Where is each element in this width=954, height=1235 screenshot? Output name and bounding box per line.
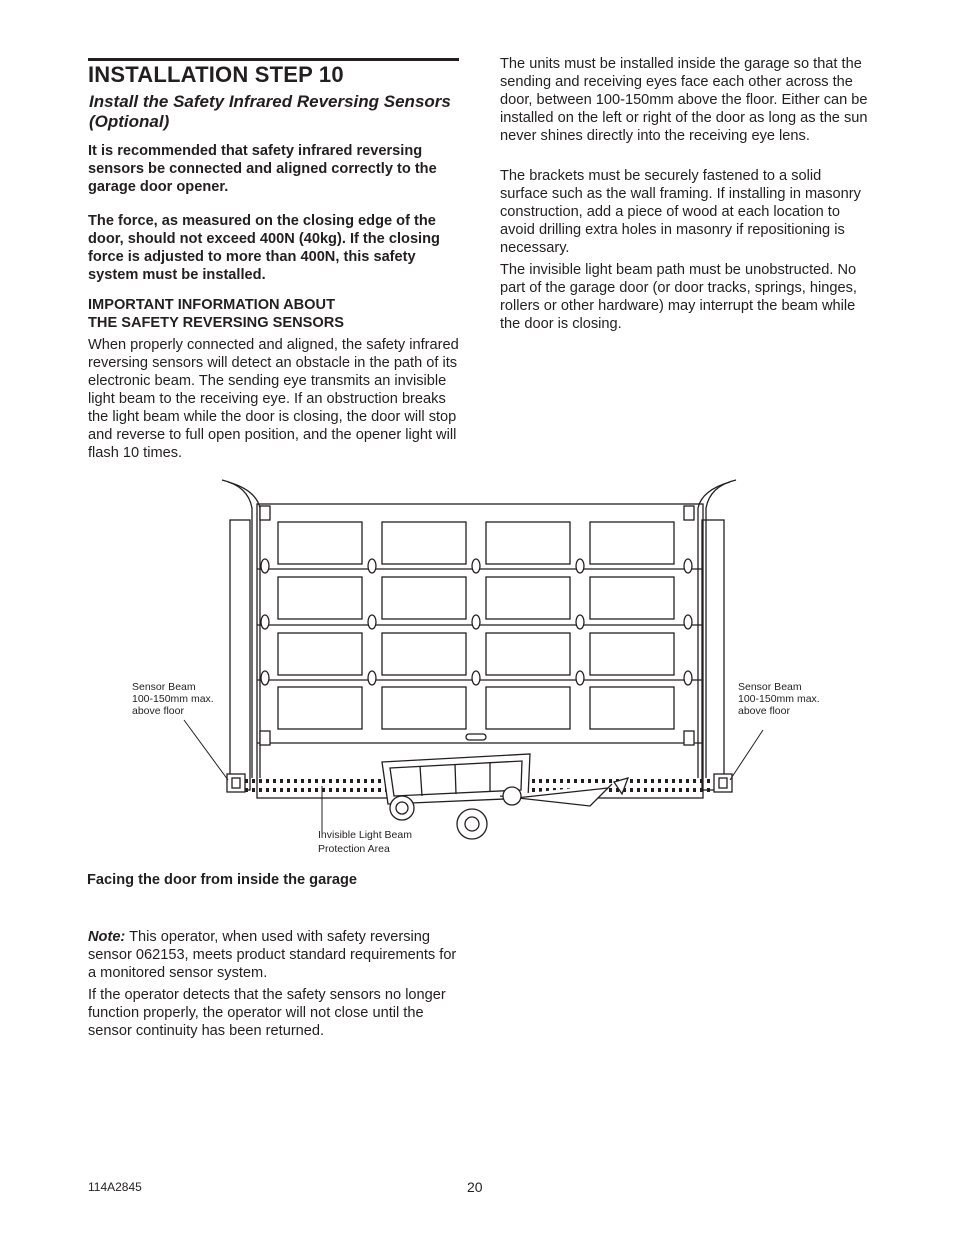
left-label-line1: Sensor Beam (132, 681, 196, 693)
installation-location-paragraph: The units must be installed inside the garage so that the sending and receiving eyes face each other across the door, between 100-150mm above the floor. Either can be installed on the left or right of the door as long as the sun never shines directly into the receiving eye lens. (500, 56, 868, 144)
garage-door (257, 504, 703, 798)
right-label-line1: Sensor Beam (738, 681, 802, 693)
left-label-line3: above floor (132, 705, 184, 717)
left-door-track (222, 480, 252, 778)
beam-label-line1: Invisible Light Beam (318, 829, 412, 841)
garage-door-diagram (120, 478, 840, 858)
left-sensor-label (132, 681, 214, 717)
wagon-obstacle (382, 754, 628, 839)
page-number: 20 (467, 1179, 483, 1195)
beam-area-label (318, 828, 412, 856)
sensor-description-paragraph: When properly connected and aligned, the safety infrared reversing sensors will detect an obstacle in the path of its electronic beam. The sending eye transmits an invisible light beam to the receiving eye. If an obstruction breaks the light beam while the door is closing, the door will stop and reverse to full open position, and the opener light will flash 10 times. (88, 337, 459, 461)
section-subtitle: Install the Safety Infrared Reversing Sensors (Optional) (89, 92, 451, 131)
beam-label-line2: Protection Area (318, 843, 390, 855)
left-door-jamb (230, 520, 250, 790)
document-code: 114A2845 (88, 1180, 142, 1194)
bracket-mounting-paragraph: The brackets must be securely fastened to a solid surface such as the wall framing. If installing in masonry construction, add a piece of wood at each location to avoid drilling extra holes in masonry if repositioning is necessary. (500, 168, 861, 256)
right-door-track (706, 480, 736, 778)
important-info-heading-line1: IMPORTANT INFORMATION ABOUT (88, 297, 335, 313)
force-warning-paragraph: The force, as measured on the closing edge of the door, should not exceed 400N (40kg). If the closing force is adjusted to more than 400N, this safety system must be installed. (88, 213, 440, 283)
right-label-line2: 100-150mm max. (738, 693, 820, 705)
page-title: INSTALLATION STEP 10 (88, 62, 344, 87)
note-label: Note: (88, 929, 126, 945)
continuity-paragraph: If the operator detects that the safety sensors no longer function properly, the operator will not close until the sensor continuity has been returned. (88, 987, 446, 1039)
figure-caption: Facing the door from inside the garage (87, 872, 358, 888)
important-info-heading-line2: THE SAFETY REVERSING SENSORS (88, 315, 344, 331)
garage-door-illustration (120, 478, 840, 858)
right-door-jamb (702, 520, 724, 790)
right-sensor-label (738, 681, 820, 717)
beam-path-paragraph: The invisible light beam path must be unobstructed. No part of the garage door (or door tracks, springs, hinges, rollers or other hardware) may interrupt the beam while the door is closing. (500, 262, 857, 332)
right-label-line3: above floor (738, 705, 790, 717)
note-paragraph (88, 928, 468, 982)
recommendation-paragraph: It is recommended that safety infrared reversing sensors be connected and aligned correctly to the garage door opener. (88, 143, 437, 195)
note-text: This operator, when used with safety reversing sensor 062153, meets product standard requirements for a monitored sensor system. (88, 929, 457, 981)
important-info-heading (88, 296, 408, 332)
left-label-line2: 100-150mm max. (132, 693, 214, 705)
heading-rule (88, 58, 459, 61)
